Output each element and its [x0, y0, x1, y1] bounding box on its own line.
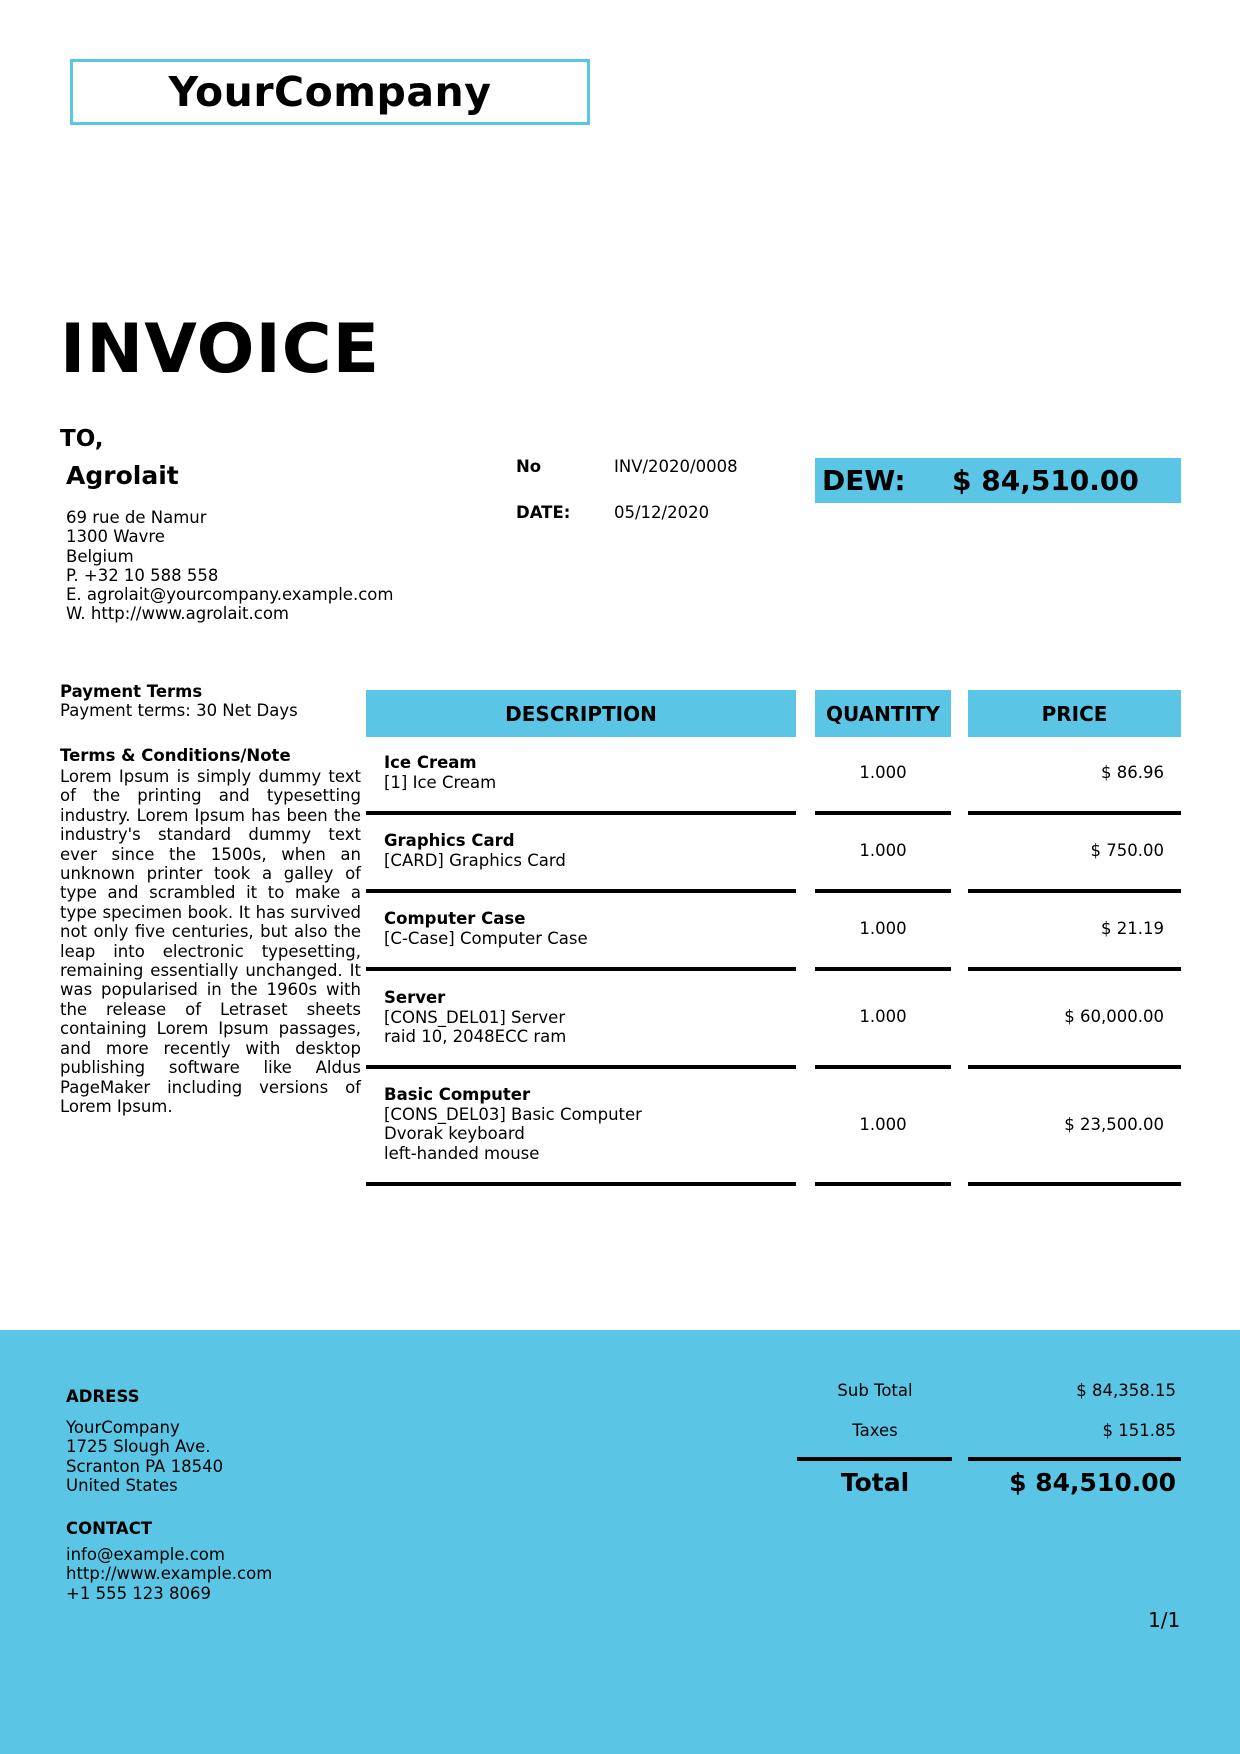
- item-quantity: 1.000: [859, 763, 907, 782]
- item-name: Graphics Card: [384, 831, 515, 850]
- payment-terms-heading: Payment Terms: [60, 682, 203, 701]
- item-reference: [C-Case] Computer Case: [384, 928, 588, 948]
- total-divider: [968, 1457, 1181, 1461]
- terms-text: Lorem Ipsum is simply dummy text of the printing and typesetting industry. Lorem Ipsum has been the industry's standard dummy text ever since the 1500s, when an unknown printer took a galley of type and scrambled it to make a type specimen book. It has survived not only five centuries, but also the leap into electronic typesetting, remaining essentially unchanged. It was popularised in the 1960s with the release of Letraset sheets containing Lorem Ipsum passages, and more recently with desktop publishing software like Aldus PageMaker including versions of Lorem Ipsum.: [60, 767, 361, 1116]
- amount-due-box: [815, 458, 1181, 503]
- row-divider: [815, 1065, 951, 1069]
- item-name: Basic Computer: [384, 1085, 531, 1104]
- address-line: United States: [66, 1475, 178, 1495]
- item-quantity: 1.000: [859, 919, 907, 938]
- column-header-price: PRICE: [968, 690, 1181, 737]
- row-divider: [968, 811, 1181, 815]
- table-row-description: [384, 1085, 642, 1163]
- invoice-number-value: INV/2020/0008: [614, 457, 738, 476]
- row-divider: [815, 811, 951, 815]
- table-row-description: [384, 831, 566, 870]
- invoice-date-label: DATE:: [516, 503, 571, 522]
- item-name: Server: [384, 988, 446, 1007]
- invoice-number-label: No: [516, 457, 542, 476]
- address-heading: ADRESS: [66, 1387, 140, 1406]
- item-detail: Dvorak keyboard: [384, 1124, 525, 1143]
- taxes-value: $ 151.85: [1102, 1421, 1176, 1440]
- contact-heading: CONTACT: [66, 1519, 153, 1538]
- page-number: 1/1: [1148, 1608, 1181, 1632]
- recipient-country: Belgium: [66, 546, 134, 566]
- total-label: Total: [840, 1468, 910, 1497]
- subtotal-label: Sub Total: [837, 1381, 913, 1400]
- row-divider: [815, 1182, 951, 1186]
- amount-due-label: DEW:: [822, 464, 906, 497]
- table-row-description: [384, 909, 588, 948]
- company-contact: [66, 1545, 272, 1603]
- item-quantity: 1.000: [859, 1007, 907, 1026]
- recipient-phone: P. +32 10 588 558: [66, 565, 219, 585]
- row-divider: [815, 967, 951, 971]
- recipient-street: 69 rue de Namur: [66, 508, 207, 527]
- recipient-name: Agrolait: [66, 461, 179, 490]
- item-reference: [CONS_DEL03] Basic Computer: [384, 1104, 642, 1124]
- item-detail: left-handed mouse: [384, 1143, 540, 1163]
- amount-due-value: $ 84,510.00: [952, 464, 1139, 497]
- contact-website: http://www.example.com: [66, 1564, 273, 1584]
- recipient-address: [66, 508, 393, 624]
- recipient-label: TO,: [60, 426, 104, 452]
- item-price: $ 60,000.00: [1064, 1007, 1164, 1026]
- payment-terms-text: Payment terms: 30 Net Days: [60, 701, 298, 720]
- company-logo-box: [70, 59, 590, 125]
- row-divider: [968, 1182, 1181, 1186]
- item-price: $ 21.19: [1101, 919, 1164, 938]
- row-divider: [815, 889, 951, 893]
- item-price: $ 86.96: [1101, 763, 1164, 782]
- table-row-description: [384, 988, 566, 1047]
- item-price: $ 23,500.00: [1064, 1115, 1164, 1134]
- row-divider: [968, 967, 1181, 971]
- terms-heading: Terms & Conditions/Note: [60, 746, 291, 765]
- total-value: $ 84,510.00: [1009, 1468, 1176, 1497]
- column-header-quantity: QUANTITY: [815, 690, 951, 737]
- row-divider: [366, 889, 796, 893]
- column-header-description: DESCRIPTION: [366, 690, 796, 737]
- row-divider: [366, 967, 796, 971]
- address-line: 1725 Slough Ave.: [66, 1437, 211, 1457]
- taxes-label: Taxes: [852, 1421, 898, 1440]
- item-reference: [CARD] Graphics Card: [384, 850, 566, 870]
- item-name: Computer Case: [384, 909, 526, 928]
- item-quantity: 1.000: [859, 1115, 907, 1134]
- address-line: Scranton PA 18540: [66, 1456, 224, 1476]
- recipient-email: E. agrolait@yourcompany.example.com: [66, 585, 394, 605]
- table-row-description: [384, 753, 496, 792]
- total-divider: [797, 1457, 952, 1461]
- item-reference: [1] Ice Cream: [384, 772, 497, 792]
- document-title: INVOICE: [60, 310, 381, 389]
- item-name: Ice Cream: [384, 753, 477, 772]
- item-price: $ 750.00: [1090, 841, 1164, 860]
- row-divider: [968, 889, 1181, 893]
- row-divider: [968, 1065, 1181, 1069]
- recipient-city: 1300 Wavre: [66, 527, 165, 547]
- invoice-date-value: 05/12/2020: [614, 503, 710, 522]
- contact-phone: +1 555 123 8069: [66, 1583, 212, 1603]
- subtotal-value: $ 84,358.15: [1076, 1381, 1176, 1400]
- company-address: [66, 1418, 223, 1495]
- address-line: YourCompany: [66, 1418, 180, 1437]
- row-divider: [366, 1065, 796, 1069]
- row-divider: [366, 1182, 796, 1186]
- item-quantity: 1.000: [859, 841, 907, 860]
- item-reference: [CONS_DEL01] Server: [384, 1007, 566, 1027]
- item-detail: raid 10, 2048ECC ram: [384, 1027, 567, 1046]
- contact-email: info@example.com: [66, 1545, 225, 1564]
- company-name: YourCompany: [168, 68, 492, 116]
- row-divider: [366, 811, 796, 815]
- recipient-website: W. http://www.agrolait.com: [66, 604, 290, 624]
